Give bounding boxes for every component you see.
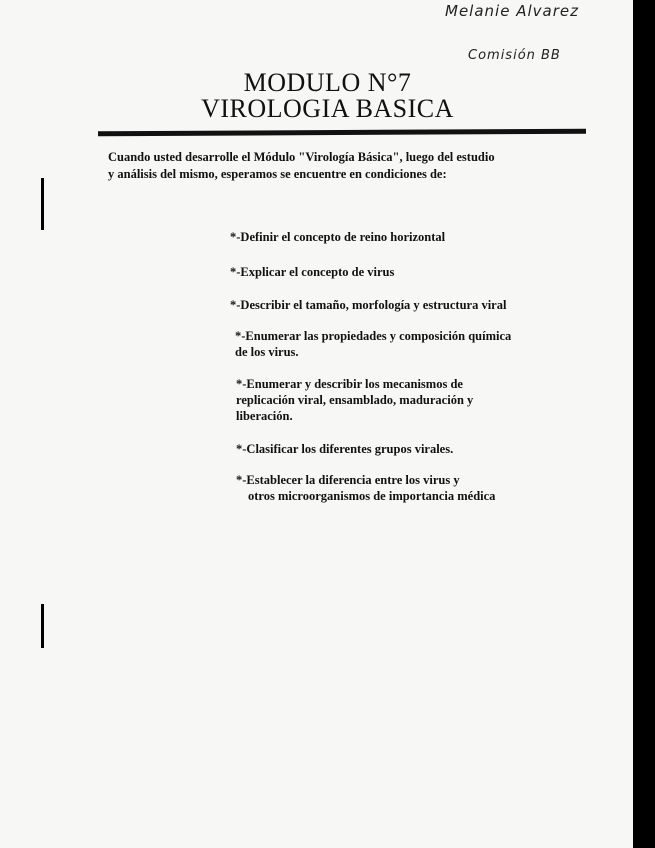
objective-line: *-Enumerar y describir los mecanismos de	[236, 377, 463, 391]
objective-line: otros microorganismos de importancia médica	[248, 489, 496, 503]
scan-mark	[41, 178, 44, 230]
handwritten-name: Melanie Alvarez	[445, 2, 579, 20]
objective-line: *-Clasificar los diferentes grupos virales.	[236, 442, 454, 456]
scan-mark	[41, 604, 44, 648]
intro-line: y análisis del mismo, esperamos se encuentre en condiciones de:	[108, 167, 447, 181]
divider	[98, 129, 586, 137]
intro-line: Cuando usted desarrolle el Módulo "Virología Básica", luego del estudio	[108, 150, 495, 164]
intro-paragraph	[108, 149, 578, 183]
objective-line: *-Establecer la diferencia entre los virus y	[236, 473, 460, 487]
objective-line: *-Explicar el concepto de virus	[230, 265, 395, 279]
scan-edge	[633, 0, 655, 848]
handwritten-group: Comisión BB	[468, 48, 561, 63]
objective-item	[236, 376, 566, 424]
objective-item	[236, 472, 566, 504]
objective-item	[230, 229, 560, 245]
objective-line: replicación viral, ensamblado, maduración y	[236, 393, 474, 407]
objective-item	[235, 328, 595, 360]
objective-line: de los virus.	[235, 345, 299, 359]
objective-item	[230, 297, 590, 313]
objective-item	[236, 441, 566, 457]
objective-line: *-Describir el tamaño, morfología y estructura viral	[230, 298, 507, 312]
objective-line: *-Definir el concepto de reino horizontal	[230, 230, 446, 244]
objective-line: liberación.	[236, 409, 293, 423]
subject-title: VIROLOGIA BASICA	[201, 94, 454, 123]
module-title: MODULO N°7	[243, 68, 412, 97]
objective-line: *-Enumerar las propiedades y composición química	[235, 329, 512, 343]
objective-item	[230, 264, 560, 280]
